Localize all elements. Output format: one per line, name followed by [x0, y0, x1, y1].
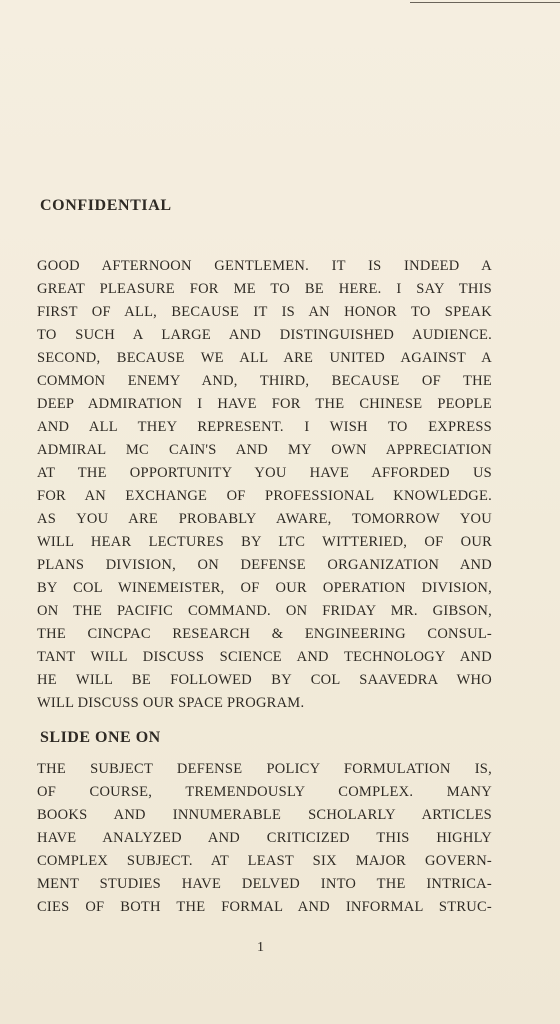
text-line: GOOD AFTERNOON GENTLEMEN. IT IS INDEED A	[37, 258, 492, 274]
paragraph-intro	[37, 255, 492, 715]
text-line: SECOND, BECAUSE WE ALL ARE UNITED AGAINST A	[37, 350, 492, 366]
section-heading: SLIDE ONE ON	[40, 729, 161, 746]
text-line: AS YOU ARE PROBABLY AWARE, TOMORROW YOU	[37, 511, 492, 527]
text-line: DEEP ADMIRATION I HAVE FOR THE CHINESE PEOPLE	[37, 396, 492, 412]
text-line: COMPLEX SUBJECT. AT LEAST SIX MAJOR GOVERN-	[37, 853, 492, 869]
text-line: WILL DISCUSS OUR SPACE PROGRAM.	[37, 695, 305, 711]
text-line: COMMON ENEMY AND, THIRD, BECAUSE OF THE	[37, 373, 492, 389]
paragraph-policy	[37, 758, 492, 919]
text-line: TO SUCH A LARGE AND DISTINGUISHED AUDIENCE.	[37, 327, 492, 343]
text-line: GREAT PLEASURE FOR ME TO BE HERE. I SAY THIS	[37, 281, 492, 297]
text-line: HAVE ANALYZED AND CRITICIZED THIS HIGHLY	[37, 830, 492, 846]
text-line: FOR AN EXCHANGE OF PROFESSIONAL KNOWLEDGE.	[37, 488, 492, 504]
text-line: THE CINCPAC RESEARCH & ENGINEERING CONSUL-	[37, 626, 492, 642]
text-line: ON THE PACIFIC COMMAND. ON FRIDAY MR. GIBSON,	[37, 603, 492, 619]
text-line: AND ALL THEY REPRESENT. I WISH TO EXPRESS	[37, 419, 492, 435]
text-line: THE SUBJECT DEFENSE POLICY FORMULATION IS,	[37, 761, 492, 777]
text-line: BY COL WINEMEISTER, OF OUR OPERATION DIVISION,	[37, 580, 492, 596]
text-line: HE WILL BE FOLLOWED BY COL SAAVEDRA WHO	[37, 672, 492, 688]
text-line: MENT STUDIES HAVE DELVED INTO THE INTRICA-	[37, 876, 492, 892]
text-line: PLANS DIVISION, ON DEFENSE ORGANIZATION AND	[37, 557, 492, 573]
text-line: AT THE OPPORTUNITY YOU HAVE AFFORDED US	[37, 465, 492, 481]
text-line: OF COURSE, TREMENDOUSLY COMPLEX. MANY	[37, 784, 492, 800]
text-line: TANT WILL DISCUSS SCIENCE AND TECHNOLOGY AND	[37, 649, 492, 665]
classification-label: CONFIDENTIAL	[40, 197, 172, 214]
text-line: FIRST OF ALL, BECAUSE IT IS AN HONOR TO SPEAK	[37, 304, 492, 320]
top-rule	[410, 2, 560, 3]
text-line: WILL HEAR LECTURES BY LTC WITTERIED, OF OUR	[37, 534, 492, 550]
text-line: CIES OF BOTH THE FORMAL AND INFORMAL STRUC-	[37, 899, 492, 915]
text-line: ADMIRAL MC CAIN'S AND MY OWN APPRECIATION	[37, 442, 492, 458]
page-number: 1	[257, 940, 264, 955]
text-line: BOOKS AND INNUMERABLE SCHOLARLY ARTICLES	[37, 807, 492, 823]
